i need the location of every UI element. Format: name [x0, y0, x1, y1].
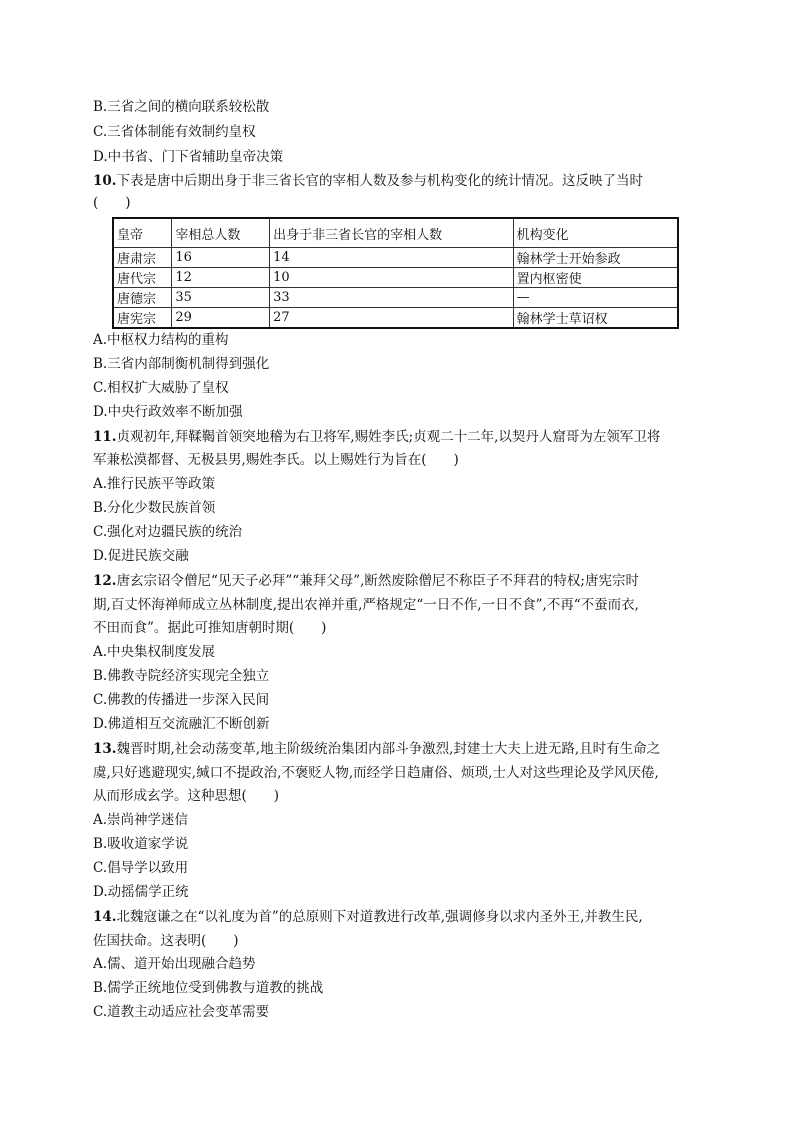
table-row — [113, 248, 678, 268]
option-text: B.佛教寺院经济实现完全独立 — [93, 668, 270, 684]
question-number: 11. — [93, 429, 117, 445]
option-text: D.中央行政效率不断加强 — [93, 404, 243, 420]
question-text: 从而形成玄学。这种思想( ) — [93, 788, 280, 804]
option-text: D.促进民族交融 — [93, 548, 189, 564]
table-cell: 唐代宗 — [113, 268, 172, 288]
question-text: 北魏寇谦之在“以礼度为首”的总原则下对道教进行改革,强调修身以求内圣外王,并教生民, — [116, 909, 643, 925]
option-text: C.强化对边疆民族的统治 — [93, 524, 243, 540]
option-text: D.佛道相互交流融汇不断创新 — [93, 716, 270, 732]
statistics-table — [112, 217, 679, 329]
option-text: D.动摇儒学正统 — [93, 884, 189, 900]
table-cell: 33 — [270, 288, 514, 308]
option-text: B.三省之间的横向联系较松散 — [93, 99, 270, 115]
option-text: B.儒学正统地位受到佛教与道教的挑战 — [93, 980, 324, 996]
table-header-row — [113, 218, 678, 248]
option-text: A.中央集权制度发展 — [93, 644, 216, 660]
option-text: D.中书省、门下省辅助皇帝决策 — [93, 149, 284, 165]
answer-parenthesis: ( ) — [93, 195, 131, 211]
question-11-stem — [93, 425, 703, 449]
question-text: 魏晋时期,社会动荡变革,地主阶级统治集团内部斗争激烈,封建士大夫上进无路,且时有生命之 — [116, 741, 661, 757]
option-text: C.相权扩大威胁了皇权 — [93, 380, 229, 396]
table-header-cell: 出身于非三省长官的宰相人数 — [270, 218, 514, 248]
question-number: 12. — [93, 573, 117, 589]
question-text: 不田而食”。据此可推知唐朝时期( ) — [93, 620, 327, 636]
table-row — [113, 288, 678, 308]
question-text: 下表是唐中后期出身于非三省长官的宰相人数及参与机构变化的统计情况。这反映了当时 — [116, 173, 643, 189]
table-cell: 唐肃宗 — [113, 248, 172, 268]
option-text: C.三省体制能有效制约皇权 — [93, 124, 256, 140]
table-cell: 14 — [270, 248, 514, 268]
table-row — [113, 308, 678, 329]
table-cell: 唐宪宗 — [113, 308, 172, 329]
option-text: B.吸收道家学说 — [93, 836, 189, 852]
option-text: C.倡导学以致用 — [93, 860, 189, 876]
question-10-stem — [93, 169, 703, 193]
question-text: 佐国扶命。这表明( ) — [93, 933, 239, 949]
question-text: 唐玄宗诏令僧尼“见天子必拜”“兼拜父母”,断然废除僧尼不称臣子不拜君的特权;唐宪宗时 — [116, 573, 639, 589]
question-text: 期,百丈怀海禅师成立丛林制度,提出农禅并重,严格规定“一日不作,一日不食”,不再“不蚕而衣, — [93, 597, 639, 613]
question-number: 13. — [93, 741, 117, 757]
question-text: 军兼松漠都督、无极县男,赐姓李氏。以上赐姓行为旨在( ) — [93, 452, 459, 468]
table-cell: 16 — [172, 248, 270, 268]
option-text: B.三省内部制衡机制得到强化 — [93, 356, 270, 372]
table-row — [113, 268, 678, 288]
table-cell: — — [513, 288, 678, 308]
table-header-cell: 皇帝 — [113, 218, 172, 248]
question-13-stem — [93, 737, 703, 761]
option-text: C.佛教的传播进一步深入民间 — [93, 692, 270, 708]
table-cell: 35 — [172, 288, 270, 308]
question-number: 14. — [93, 909, 117, 925]
option-text: A.崇尚神学迷信 — [93, 812, 189, 828]
table-cell: 29 — [172, 308, 270, 329]
table-cell: 27 — [270, 308, 514, 329]
option-text: A.推行民族平等政策 — [93, 476, 216, 492]
option-text: B.分化少数民族首领 — [93, 500, 216, 516]
question-text: 虞,只好逃避现实,缄口不提政治,不褒贬人物,而经学日趋庸俗、烦琐,士人对这些理论及学风厌倦, — [93, 765, 659, 781]
table-cell: 翰林学士草诏权 — [513, 308, 678, 329]
option-text: C.道教主动适应社会变革需要 — [93, 1004, 270, 1020]
table-cell: 翰林学士开始参政 — [513, 248, 678, 268]
question-12-stem — [93, 569, 703, 593]
question-text: 贞观初年,拜鞣鞨首领突地稽为右卫将军,赐姓李氏;贞观二十二年,以契丹人窟哥为左领军卫将 — [116, 429, 661, 445]
table-cell: 10 — [270, 268, 514, 288]
table-header-cell: 机构变化 — [513, 218, 678, 248]
option-text: A.儒、道开始出现融合趋势 — [93, 956, 256, 972]
table-cell: 置内枢密使 — [513, 268, 678, 288]
table-cell: 12 — [172, 268, 270, 288]
question-14-stem — [93, 905, 703, 929]
table-header-cell: 宰相总人数 — [172, 218, 270, 248]
option-text: A.中枢权力结构的重构 — [93, 332, 229, 348]
question-number: 10. — [93, 173, 117, 189]
table-cell: 唐德宗 — [113, 288, 172, 308]
